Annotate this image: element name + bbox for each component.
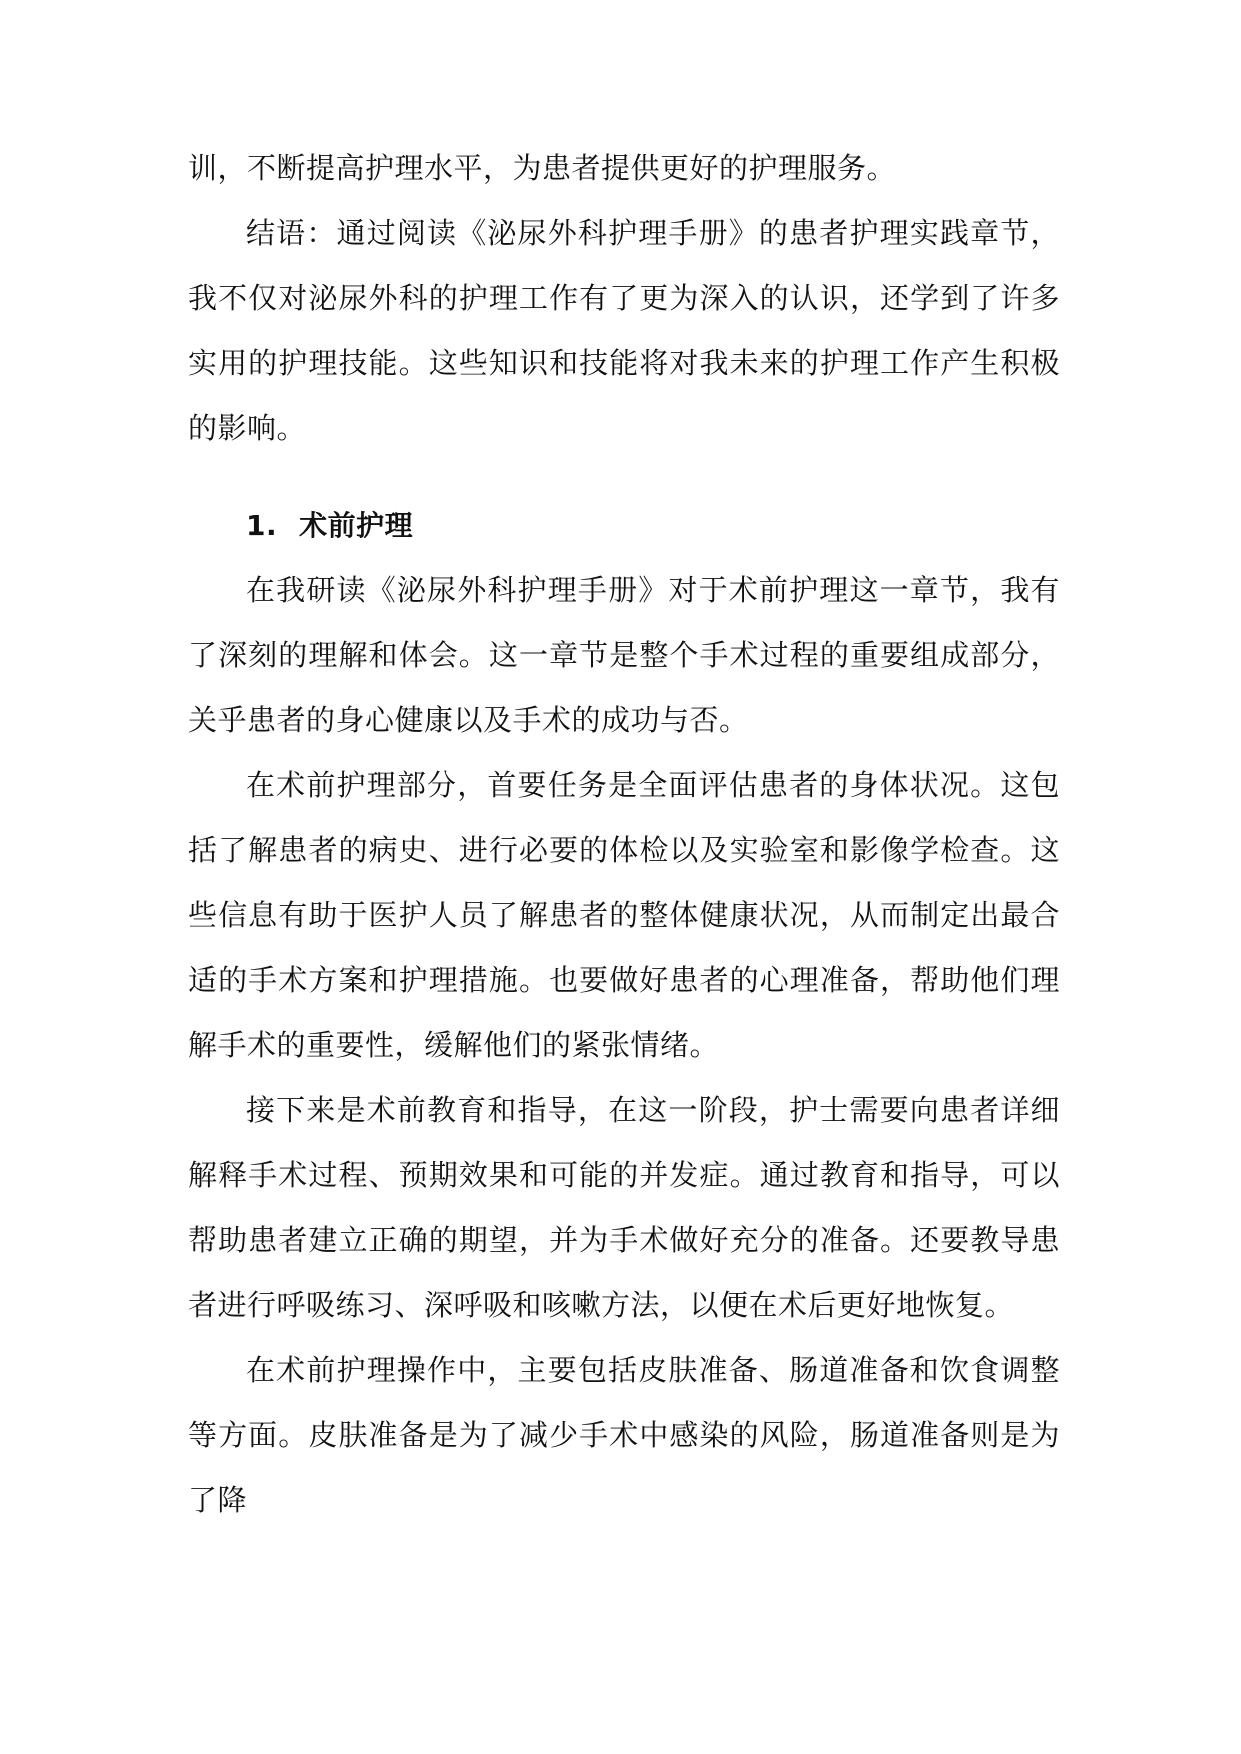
paragraph: 在术前护理部分，首要任务是全面评估患者的身体状况。这包括了解患者的病史、进行必要的体检以及实验室和影像学检查。这些信息有助于医护人员了解患者的整体健康状况，从而制定出最合适的手术方案和护理措施。也要做好患者的心理准备，帮助他们理解手术的重要性，缓解他们的紧张情绪。 (188, 768, 1060, 1062)
paragraph: 在术前护理操作中，主要包括皮肤准备、肠道准备和饮食调整等方面。皮肤准备是为了减少手术中感染的风险，肠道准备则是为了降 (188, 1353, 1060, 1517)
section-number: 1. (246, 509, 278, 542)
paragraph-conclusion: 结语：通过阅读《泌尿外科护理手册》的患者护理实践章节，我不仅对泌尿外科的护理工作有了更为深入的认识，还学到了许多实用的护理技能。这些知识和技能将对我未来的护理工作产生积极的影响。 (188, 216, 1060, 445)
section-heading (188, 493, 1060, 558)
paragraph: 接下来是术前教育和指导，在这一阶段，护士需要向患者详细解释手术过程、预期效果和可能的并发症。通过教育和指导，可以帮助患者建立正确的期望，并为手术做好充分的准备。还要教导患者进行呼吸练习、深呼吸和咳嗽方法，以便在术后更好地恢复。 (188, 1093, 1060, 1322)
paragraph-continuation: 训，不断提高护理水平，为患者提供更好的护理服务。 (188, 151, 897, 185)
document-body (188, 136, 1060, 1533)
section-title: 术前护理 (299, 509, 414, 542)
paragraph: 在我研读《泌尿外科护理手册》对于术前护理这一章节，我有了深刻的理解和体会。这一章节是整个手术过程的重要组成部分，关乎患者的身心健康以及手术的成功与否。 (188, 573, 1060, 737)
